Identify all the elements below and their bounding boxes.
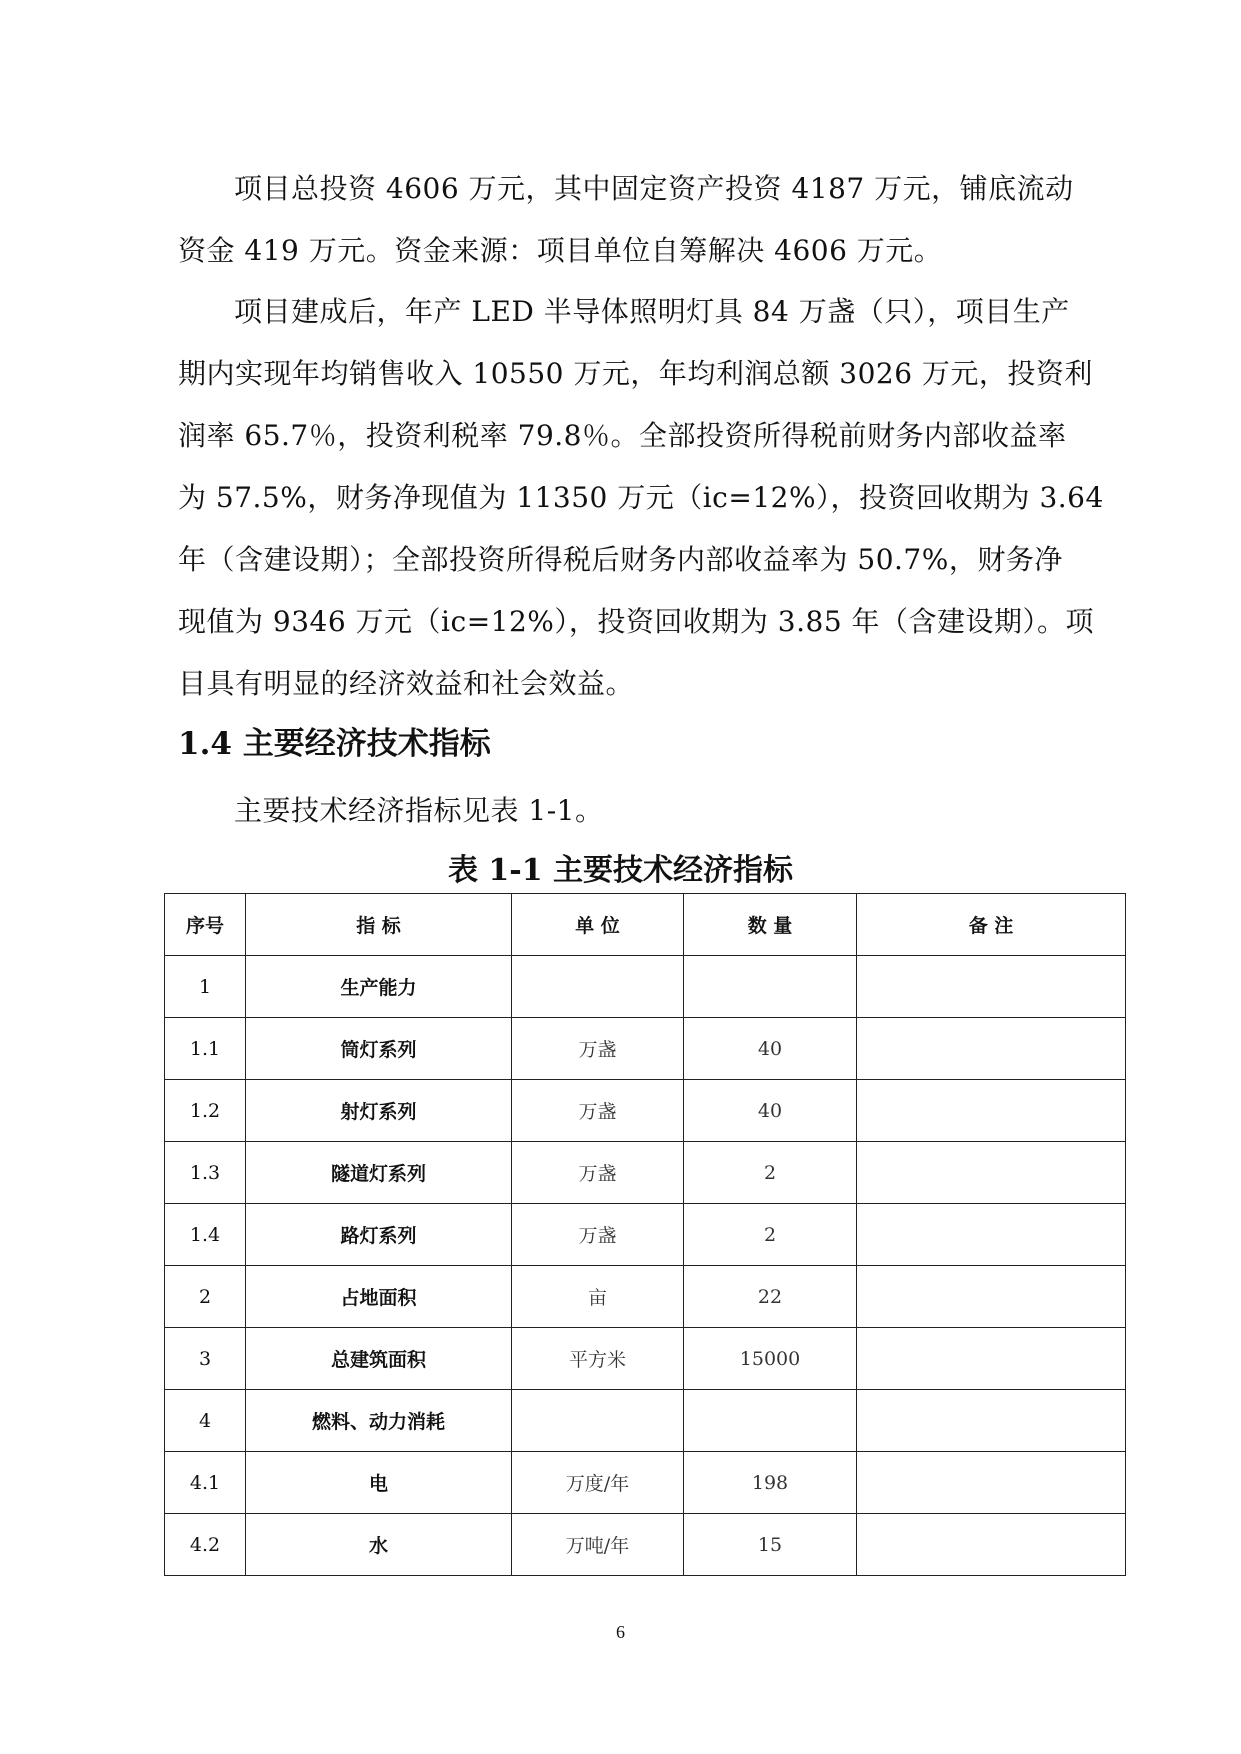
cell-no: 1.1: [165, 1018, 246, 1080]
cell-unit: [512, 1390, 684, 1452]
cell-quantity: 22: [684, 1266, 857, 1328]
cell-remark: [857, 1328, 1126, 1390]
table-row: [165, 1390, 1126, 1452]
table-row: [165, 1514, 1126, 1576]
text-line: 主要技术经济指标见表 1-1。: [234, 794, 604, 827]
cell-indicator: 燃料、动力消耗: [246, 1390, 512, 1452]
table-row: [165, 1328, 1126, 1390]
cell-quantity: 15000: [684, 1328, 857, 1390]
text-line: 目具有明显的经济效益和社会效益。: [178, 667, 635, 700]
table-row: [165, 1204, 1126, 1266]
cell-unit: 亩: [512, 1266, 684, 1328]
cell-remark: [857, 1390, 1126, 1452]
table-row: [165, 956, 1126, 1018]
cell-no: 4: [165, 1390, 246, 1452]
cell-indicator: 路灯系列: [246, 1204, 512, 1266]
table-caption: 表 1-1 主要技术经济指标: [447, 853, 794, 888]
cell-remark: [857, 1266, 1126, 1328]
cell-quantity: 15: [684, 1514, 857, 1576]
cell-quantity: [684, 956, 857, 1018]
cell-remark: [857, 1514, 1126, 1576]
table-row: [165, 1142, 1126, 1204]
table-reference-paragraph: [178, 780, 1118, 842]
text-line: 润率 65.7％，投资利税率 79.8％。全部投资所得税前财务内部收益率: [178, 419, 1067, 452]
cell-unit: 平方米: [512, 1328, 684, 1390]
cell-indicator: 占地面积: [246, 1266, 512, 1328]
cell-unit: 万盏: [512, 1080, 684, 1142]
cell-indicator: 水: [246, 1514, 512, 1576]
cell-no: 1.2: [165, 1080, 246, 1142]
cell-quantity: 2: [684, 1204, 857, 1266]
text-line: 为 57.5%，财务净现值为 11350 万元（ic=12%），投资回收期为 3.64: [178, 481, 1104, 514]
table-row: [165, 1452, 1126, 1514]
cell-remark: [857, 1142, 1126, 1204]
cell-indicator: 射灯系列: [246, 1080, 512, 1142]
table-row: [165, 1080, 1126, 1142]
table-row: [165, 1018, 1126, 1080]
cell-indicator: 总建筑面积: [246, 1328, 512, 1390]
header-no: 序号: [165, 894, 246, 956]
cell-remark: [857, 1452, 1126, 1514]
cell-no: 2: [165, 1266, 246, 1328]
cell-unit: [512, 956, 684, 1018]
text-line: 资金 419 万元。资金来源：项目单位自筹解决 4606 万元。: [178, 234, 943, 267]
cell-quantity: 198: [684, 1452, 857, 1514]
cell-no: 4.2: [165, 1514, 246, 1576]
text-line: 项目建成后，年产 LED 半导体照明灯具 84 万盏（只），项目生产: [234, 295, 1070, 328]
cell-no: 1.3: [165, 1142, 246, 1204]
cell-indicator: 生产能力: [246, 956, 512, 1018]
cell-no: 1.4: [165, 1204, 246, 1266]
cell-no: 3: [165, 1328, 246, 1390]
header-indicator: 指 标: [246, 894, 512, 956]
cell-no: 1: [165, 956, 246, 1018]
cell-remark: [857, 1204, 1126, 1266]
cell-unit: 万盏: [512, 1204, 684, 1266]
investment-paragraph: [178, 158, 1118, 282]
cell-quantity: 40: [684, 1018, 857, 1080]
text-line: 项目总投资 4606 万元，其中固定资产投资 4187 万元，铺底流动: [234, 172, 1074, 205]
cell-remark: [857, 1080, 1126, 1142]
header-quantity: 数 量: [684, 894, 857, 956]
cell-indicator: 隧道灯系列: [246, 1142, 512, 1204]
indicators-table: [164, 893, 1126, 1576]
table-header-row: [165, 894, 1126, 956]
cell-remark: [857, 956, 1126, 1018]
cell-unit: 万度/年: [512, 1452, 684, 1514]
text-line: 年（含建设期）；全部投资所得税后财务内部收益率为 50.7%，财务净: [178, 543, 1063, 576]
cell-quantity: 40: [684, 1080, 857, 1142]
page-number: 6: [616, 1622, 625, 1642]
cell-indicator: 电: [246, 1452, 512, 1514]
text-line: 现值为 9346 万元（ic=12%），投资回收期为 3.85 年（含建设期）。项: [178, 605, 1095, 638]
cell-quantity: 2: [684, 1142, 857, 1204]
cell-unit: 万盏: [512, 1018, 684, 1080]
text-line: 期内实现年均销售收入 10550 万元，年均利润总额 3026 万元，投资利: [178, 357, 1093, 390]
cell-quantity: [684, 1390, 857, 1452]
cell-unit: 万盏: [512, 1142, 684, 1204]
table-row: [165, 1266, 1126, 1328]
cell-no: 4.1: [165, 1452, 246, 1514]
cell-indicator: 筒灯系列: [246, 1018, 512, 1080]
cell-remark: [857, 1018, 1126, 1080]
header-unit: 单 位: [512, 894, 684, 956]
cell-unit: 万吨/年: [512, 1514, 684, 1576]
benefits-paragraph: [178, 281, 1118, 715]
header-remark: 备 注: [857, 894, 1126, 956]
section-heading: 1.4 主要经济技术指标: [178, 726, 491, 762]
